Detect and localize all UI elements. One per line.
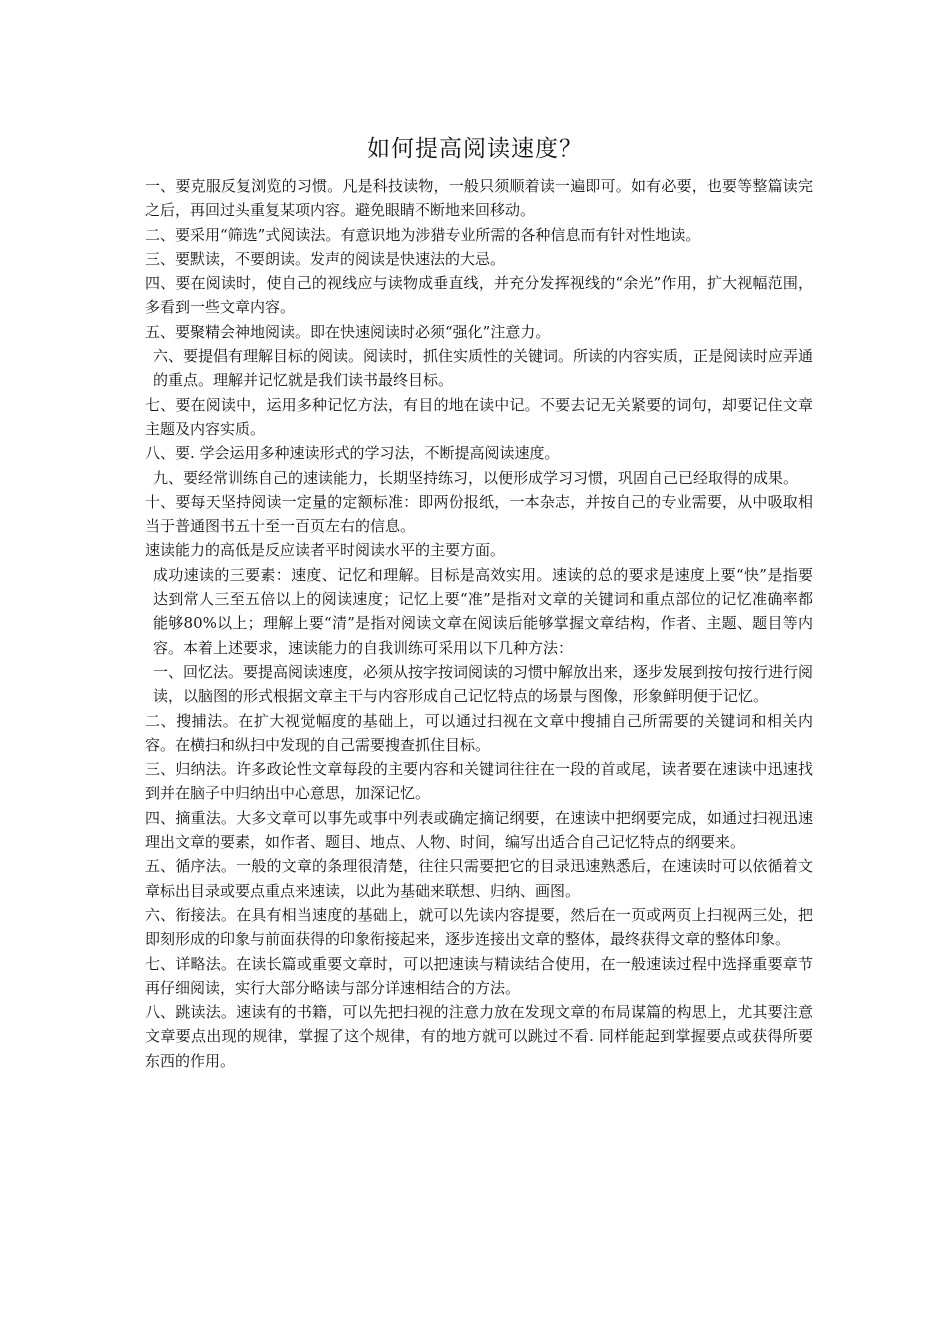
paragraph: 六、衔接法。在具有相当速度的基础上，就可以先读内容提要，然后在一页或两页上扫视两三处，把即刻形成的印象与前面获得的印象衔接起来，逐步连接出文章的整体，最终获得文章的整体印象。 xyxy=(145,905,813,949)
paragraph: 六、要提倡有理解目标的阅读。阅读时，抓住实质性的关键词。所读的内容实质，正是阅读时应弄通的重点。理解并记忆就是我们读书最终目标。 xyxy=(153,347,814,390)
document-body xyxy=(145,174,813,1073)
paragraph: 二、要采用“筛选”式阅读法。有意识地为涉猎专业所需的各种信息而有针对性地读。 xyxy=(145,225,701,244)
paragraph: 三、要默读，不要朗读。发声的阅读是快速法的大忌。 xyxy=(145,249,506,268)
paragraph: 七、要在阅读中，运用多种记忆方法，有目的地在读中记。不要去记无关紧要的词句，却要记住文章主题及内容实质。 xyxy=(145,395,813,438)
paragraph: 四、要在阅读时，使自己的视线应与读物成垂直线，并充分发挥视线的“余光”作用，扩大视幅范围，多看到一些文章内容。 xyxy=(145,274,813,317)
paragraph: 八、跳读法。速读有的书籍，可以先把扫视的注意力放在发现文章的布局谋篇的构思上，尤其要注意文章要点出现的规律，掌握了这个规律，有的地方就可以跳过不看. 同样能起到掌握要点或获得所要东西的作用。 xyxy=(145,1003,813,1070)
paragraph: 一、回忆法。要提高阅读速度，必须从按字按词阅读的习惯中解放出来，逐步发展到按句按行进行阅读，以脑图的形式根据文章主干与内容形成自己记忆特点的场景与图像，形象鲜明便于记忆。 xyxy=(153,662,814,706)
paragraph: 九、要经常训练自己的速读能力，长期坚持练习，以便形成学习习惯，巩固自己已经取得的成果。 xyxy=(153,468,799,487)
paragraph: 成功速读的三要素：速度、记忆和理解。目标是高效实用。速读的总的要求是速度上要“快”是指要达到常人三至五倍以上的阅读速度；记忆上要“准”是指对文章的关键词和重点部位的记忆准确率都能够80%以上；理解上要“清”是指对阅读文章在阅读后能够掌握文章结构，作者、主题、题目等内容。本着上述要求，速读能力的自我训练可采用以下几种方法： xyxy=(153,565,813,657)
paragraph: 五、要聚精会神地阅读。即在快速阅读时必须“强化”注意力。 xyxy=(145,322,551,341)
paragraph: 三、归纳法。许多政论性文章每段的主要内容和关键词往往在一段的首或尾，读者要在速读中迅速找到并在脑子中归纳出中心意思，加深记忆。 xyxy=(145,760,813,803)
paragraph: 速读能力的高低是反应读者平时阅读水平的主要方面。 xyxy=(145,541,506,560)
paragraph: 十、要每天坚持阅读一定量的定额标准：即两份报纸，一本杂志，并按自己的专业需要，从中吸取相当于普通图书五十至一百页左右的信息。 xyxy=(145,492,813,536)
paragraph: 七、详略法。在读长篇或重要文章时，可以把速读与精读结合使用，在一般速读过程中选择重要章节再仔细阅读，实行大部分略读与部分详速相结合的方法。 xyxy=(145,954,813,997)
paragraph: 四、摘重法。大多文章可以事先或事中列表或确定摘记纲要，在速读中把纲要完成，如通过扫视迅速理出文章的要素，如作者、题目、地点、人物、时间，编写出适合自己记忆特点的纲要来。 xyxy=(145,808,813,852)
document-title: 如何提高阅读速度？ xyxy=(367,136,583,162)
paragraph: 五、循序法。一般的文章的条理很清楚，往往只需要把它的目录迅速熟悉后，在速读时可以依循着文章标出目录或要点重点来速读，以此为基础来联想、归纳、画图。 xyxy=(145,857,813,900)
paragraph: 一、要克服反复浏览的习惯。凡是科技读物，一般只须顺着读一遍即可。如有必要，也要等整篇读完之后，再回过头重复某项内容。避免眼睛不断地来回移动。 xyxy=(145,177,813,220)
paragraph: 二、搜捕法。在扩大视觉幅度的基础上，可以通过扫视在文章中搜捕自己所需要的关键词和相关内容。在横扫和纵扫中发现的自己需要搜查抓住目标。 xyxy=(145,711,813,754)
paragraph: 八、要. 学会运用多种速读形式的学习法，不断提高阅读速度。 xyxy=(145,444,560,463)
